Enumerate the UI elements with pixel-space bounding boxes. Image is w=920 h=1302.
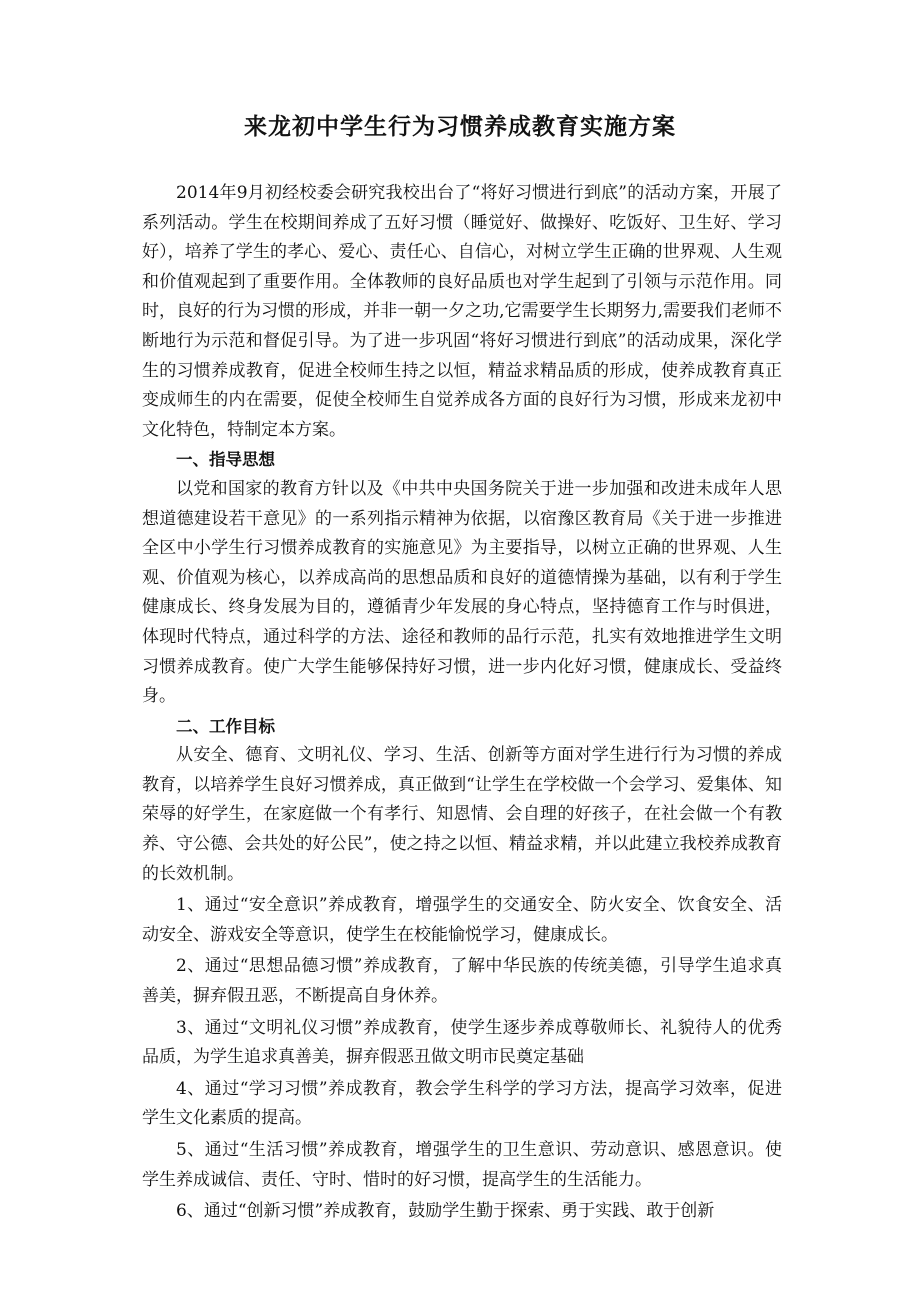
document-title: 来龙初中学生行为习惯养成教育实施方案 — [244, 114, 676, 140]
goal-item-life: 5、通过“生活习惯”养成教育，增强学生的卫生意识、劳动意识、感恩意识。使学生养成诚信、责任、守时、惜时的好习惯，提高学生的生活能力。 — [142, 1140, 782, 1190]
section-text-guiding-ideology: 以党和国家的教育方针以及《中共中央国务院关于进一步加强和改进未成年人思想道德建设若干意见》的一系列指示精神为依据，以宿豫区教育局《关于进一步推进全区中小学生行习惯养成教育的实施意见》为主要指导，以树立正确的世界观、人生观、价值观为核心，以养成高尚的思想品质和良好的道德情操为基础，以有利于学生健康成长、终身发展为目的，遵循青少年发展的身心特点，坚持德育工作与时俱进，体现时代特点，通过科学的方法、途径和教师的品行示范，扎实有效地推进学生文明习惯养成教育。使广大学生能够保持好习惯，进一步内化好习惯，健康成长、受益终身。 — [142, 478, 782, 707]
section-text-work-goals: 从安全、德育、文明礼仪、学习、生活、创新等方面对学生进行行为习惯的养成教育，以培养学生良好习惯养成，真正做到“让学生在学校做一个会学习、爱集体、知荣辱的好学生，在家庭做一个有孝行、知恩情、会自理的好孩子，在社会做一个有教养、守公德、会共处的好公民”，使之持之以恒、精益求精，并以此建立我校养成教育的长效机制。 — [142, 745, 782, 884]
goal-item-morality: 2、通过“思想品德习惯”养成教育，了解中华民族的传统美德，引导学生追求真善美，摒弃假丑恶，不断提高自身休养。 — [142, 956, 782, 1007]
goal-item-innovation: 6、通过“创新习惯”养成教育，鼓励学生勤于探索、勇于实践、敢于创新 — [176, 1201, 715, 1222]
section-heading-work-goals: 二、工作目标 — [176, 716, 275, 736]
goal-item-safety: 1、通过“安全意识”养成教育，增强学生的交通安全、防火安全、饮食安全、活动安全、游戏安全等意识，使学生在校能愉悦学习，健康成长。 — [142, 895, 782, 945]
section-heading-guiding-ideology: 一、指导思想 — [176, 450, 275, 470]
goal-item-etiquette: 3、通过“文明礼仪习惯”养成教育，使学生逐步养成尊敬师长、礼貌待人的优秀品质，为学生追求真善美，摒弃假恶丑做文明市民奠定基础 — [142, 1017, 782, 1068]
document-body — [142, 179, 782, 1227]
goal-item-study: 4、通过“学习习惯”养成教育，教会学生科学的学习方法，提高学习效率，促进学生文化素质的提高。 — [142, 1078, 782, 1129]
intro-paragraph: 2014年9月初经校委会研究我校出台了“将好习惯进行到底”的活动方案，开展了系列活动。学生在校期间养成了五好习惯（睡觉好、做操好、吃饭好、卫生好、学习好），培养了学生的孝心、爱心、责任心、自信心，对树立学生正确的世界观、人生观和价值观起到了重要作用。全体教师的良好品质也对学生起到了引领与示范作用。同时，良好的行为习惯的形成，并非一朝一夕之功,它需要学生长期努力,需要我们老师不断地行为示范和督促引导。为了进一步巩固“将好习惯进行到底”的活动成果，深化学生的习惯养成教育，促进全校师生持之以恒，精益求精品质的形成，使养成教育真正变成师生的内在需要，促使全校师生自觉养成各方面的良好行为习惯，形成来龙初中文化特色，特制定本方案。 — [142, 183, 782, 440]
